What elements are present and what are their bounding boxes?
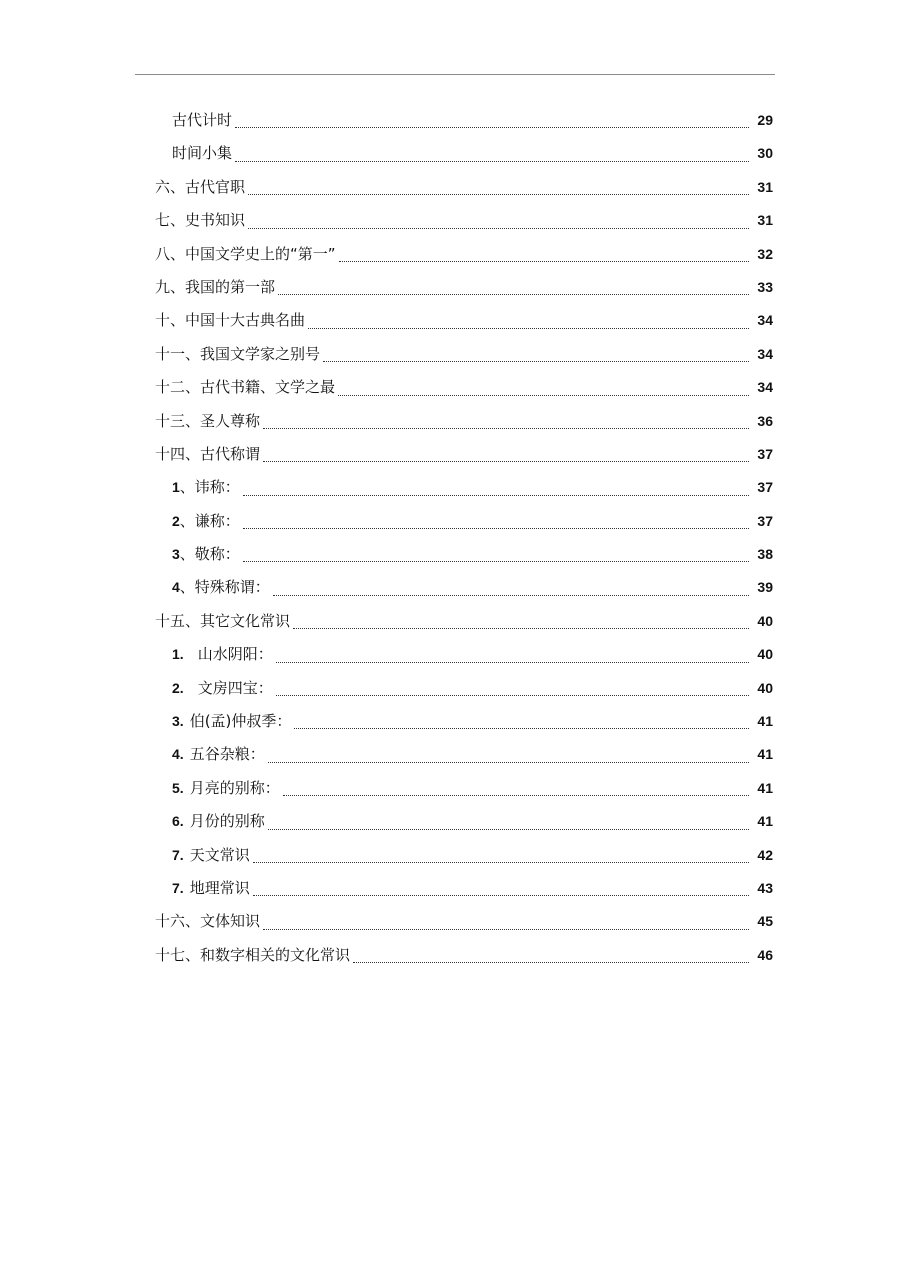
toc-entry-label <box>172 104 232 137</box>
toc-page-number: 41 <box>757 779 773 796</box>
toc-entry-number: 7. <box>172 846 184 863</box>
toc-page-number: 42 <box>757 846 773 863</box>
dot-leader <box>235 161 749 162</box>
toc-entry-text: 、敬称： <box>179 545 240 564</box>
toc-entry[interactable] <box>155 638 773 671</box>
toc-entry-text: 九、我国的第一部 <box>155 277 276 296</box>
toc-entry[interactable] <box>155 538 773 571</box>
toc-page-number: 40 <box>757 679 773 696</box>
toc-entry-text: 山水阴阳： <box>197 645 273 664</box>
toc-page-number: 41 <box>757 713 773 730</box>
toc-entry[interactable] <box>155 271 773 304</box>
toc-entry[interactable] <box>155 772 773 805</box>
toc-entry-number: 1 <box>172 479 180 496</box>
toc-page-number: 37 <box>757 512 773 529</box>
dot-leader <box>353 962 749 963</box>
toc-entry-label <box>155 371 335 404</box>
toc-entry[interactable] <box>155 438 773 471</box>
toc-entry[interactable] <box>155 571 773 604</box>
toc-page-number: 40 <box>757 612 773 629</box>
toc-entry[interactable] <box>155 905 773 938</box>
toc-page-number: 29 <box>757 111 773 128</box>
toc-page-number: 36 <box>757 412 773 429</box>
toc-entry[interactable] <box>155 238 773 271</box>
dot-leader <box>253 895 749 896</box>
toc-entry-text: 十四、古代称谓 <box>155 444 261 463</box>
toc-entry-label <box>155 905 260 938</box>
toc-entry-number: 5. <box>172 779 184 796</box>
toc-page-number: 30 <box>757 145 773 162</box>
toc-page-number: 43 <box>757 879 773 896</box>
toc-entry-label <box>172 872 250 905</box>
toc-page-number: 37 <box>757 445 773 462</box>
toc-entry[interactable] <box>155 939 773 972</box>
toc-page-number: 38 <box>757 546 773 563</box>
toc-entry-label <box>155 238 336 271</box>
dot-leader <box>243 528 749 529</box>
dot-leader <box>293 628 749 629</box>
dot-leader <box>283 795 749 796</box>
dot-leader <box>308 328 749 329</box>
toc-entry-number: 1. <box>172 646 184 663</box>
toc-entry-text: 地理常识 <box>189 878 250 897</box>
toc-entry-label <box>172 839 250 872</box>
toc-entry-label <box>155 605 290 638</box>
dot-leader <box>263 929 749 930</box>
toc-entry-number: 3 <box>172 546 180 563</box>
toc-entry[interactable] <box>155 405 773 438</box>
dot-leader <box>268 829 749 830</box>
dot-leader <box>243 495 749 496</box>
dot-leader <box>253 862 749 863</box>
header-rule <box>135 74 775 75</box>
toc-entry-text: 、谦称： <box>179 511 240 530</box>
toc-entry[interactable] <box>155 505 773 538</box>
dot-leader <box>268 762 749 763</box>
dot-leader <box>263 428 749 429</box>
toc-entry-number: 7. <box>172 879 184 896</box>
toc-entry[interactable] <box>155 605 773 638</box>
toc-entry-text: 时间小集 <box>172 144 233 163</box>
dot-leader <box>263 461 749 462</box>
toc-entry-label <box>172 471 240 504</box>
toc-entry[interactable] <box>155 104 773 137</box>
toc-entry[interactable] <box>155 705 773 738</box>
toc-page-number: 34 <box>757 345 773 362</box>
toc-entry-label <box>155 171 245 204</box>
dot-leader <box>338 395 749 396</box>
toc-entry-number: 3. <box>172 713 184 730</box>
toc-entry[interactable] <box>155 738 773 771</box>
toc-entry-number: 4. <box>172 746 184 763</box>
toc-entry-label <box>172 738 265 771</box>
toc-entry[interactable] <box>155 371 773 404</box>
toc-entry-label <box>155 338 320 371</box>
table-of-contents <box>155 104 773 972</box>
dot-leader <box>248 194 749 195</box>
toc-entry-text: 文房四宝： <box>197 678 273 697</box>
toc-entry-number: 6. <box>172 813 184 830</box>
toc-entry[interactable] <box>155 137 773 170</box>
toc-page-number: 31 <box>757 178 773 195</box>
toc-entry[interactable] <box>155 872 773 905</box>
dot-leader <box>276 695 749 696</box>
toc-entry-text: 古代计时 <box>172 110 233 129</box>
toc-page-number: 41 <box>757 746 773 763</box>
toc-entry[interactable] <box>155 204 773 237</box>
toc-entry-label <box>155 304 305 337</box>
dot-leader <box>294 728 749 729</box>
toc-entry-text: 月亮的别称： <box>189 778 280 797</box>
toc-entry-label <box>155 405 260 438</box>
toc-entry[interactable] <box>155 839 773 872</box>
toc-entry[interactable] <box>155 171 773 204</box>
toc-entry-text: 十、中国十大古典名曲 <box>155 311 306 330</box>
toc-entry-text: 八、中国文学史上的“第一” <box>155 244 336 263</box>
toc-entry-text: 十三、圣人尊称 <box>155 411 261 430</box>
toc-entry-label <box>155 939 350 972</box>
toc-entry-text: 伯(孟)仲叔季： <box>189 712 292 731</box>
toc-entry-label <box>172 538 240 571</box>
toc-page-number: 46 <box>757 946 773 963</box>
toc-page-number: 41 <box>757 813 773 830</box>
dot-leader <box>248 228 749 229</box>
toc-entry-label <box>172 805 265 838</box>
toc-page-number: 39 <box>757 579 773 596</box>
dot-leader <box>273 595 749 596</box>
toc-entry-label <box>172 571 270 604</box>
toc-page-number: 33 <box>757 278 773 295</box>
toc-entry-label <box>172 638 273 671</box>
toc-entry-label <box>172 705 291 738</box>
toc-page-number: 34 <box>757 379 773 396</box>
dot-leader <box>323 361 749 362</box>
dot-leader <box>235 127 749 128</box>
toc-entry-label <box>155 271 275 304</box>
toc-entry-number: 2 <box>172 512 180 529</box>
toc-entry-text: 十五、其它文化常识 <box>155 611 291 630</box>
toc-page-number: 34 <box>757 312 773 329</box>
toc-entry-label <box>172 672 273 705</box>
toc-entry-label <box>172 137 232 170</box>
toc-entry-label <box>155 204 245 237</box>
toc-entry[interactable] <box>155 471 773 504</box>
toc-entry-text: 十一、我国文学家之别号 <box>155 344 321 363</box>
toc-entry-text: 七、史书知识 <box>155 211 246 230</box>
toc-page-number: 31 <box>757 212 773 229</box>
toc-entry-text: 、讳称： <box>179 478 240 497</box>
toc-entry-text: 六、古代官职 <box>155 177 246 196</box>
toc-entry-label <box>155 438 260 471</box>
toc-entry-text: 十二、古代书籍、文学之最 <box>155 378 336 397</box>
dot-leader <box>243 561 749 562</box>
dot-leader <box>339 261 749 262</box>
toc-entry[interactable] <box>155 338 773 371</box>
toc-entry-text: 十七、和数字相关的文化常识 <box>155 945 351 964</box>
dot-leader <box>276 662 749 663</box>
toc-page-number: 32 <box>757 245 773 262</box>
toc-page-number: 45 <box>757 913 773 930</box>
toc-entry-text: 十六、文体知识 <box>155 912 261 931</box>
toc-entry[interactable] <box>155 672 773 705</box>
toc-entry-label <box>172 772 280 805</box>
toc-entry-text: 、特殊称谓： <box>179 578 270 597</box>
toc-entry-number: 4 <box>172 579 180 596</box>
toc-entry[interactable] <box>155 304 773 337</box>
toc-entry-text: 天文常识 <box>189 845 250 864</box>
dot-leader <box>278 294 749 295</box>
toc-entry-number: 2. <box>172 679 184 696</box>
toc-page-number: 40 <box>757 646 773 663</box>
toc-entry-text: 五谷杂粮： <box>189 745 265 764</box>
toc-page-number: 37 <box>757 479 773 496</box>
toc-entry-label <box>172 505 240 538</box>
toc-entry-text: 月份的别称 <box>189 812 265 831</box>
toc-entry[interactable] <box>155 805 773 838</box>
